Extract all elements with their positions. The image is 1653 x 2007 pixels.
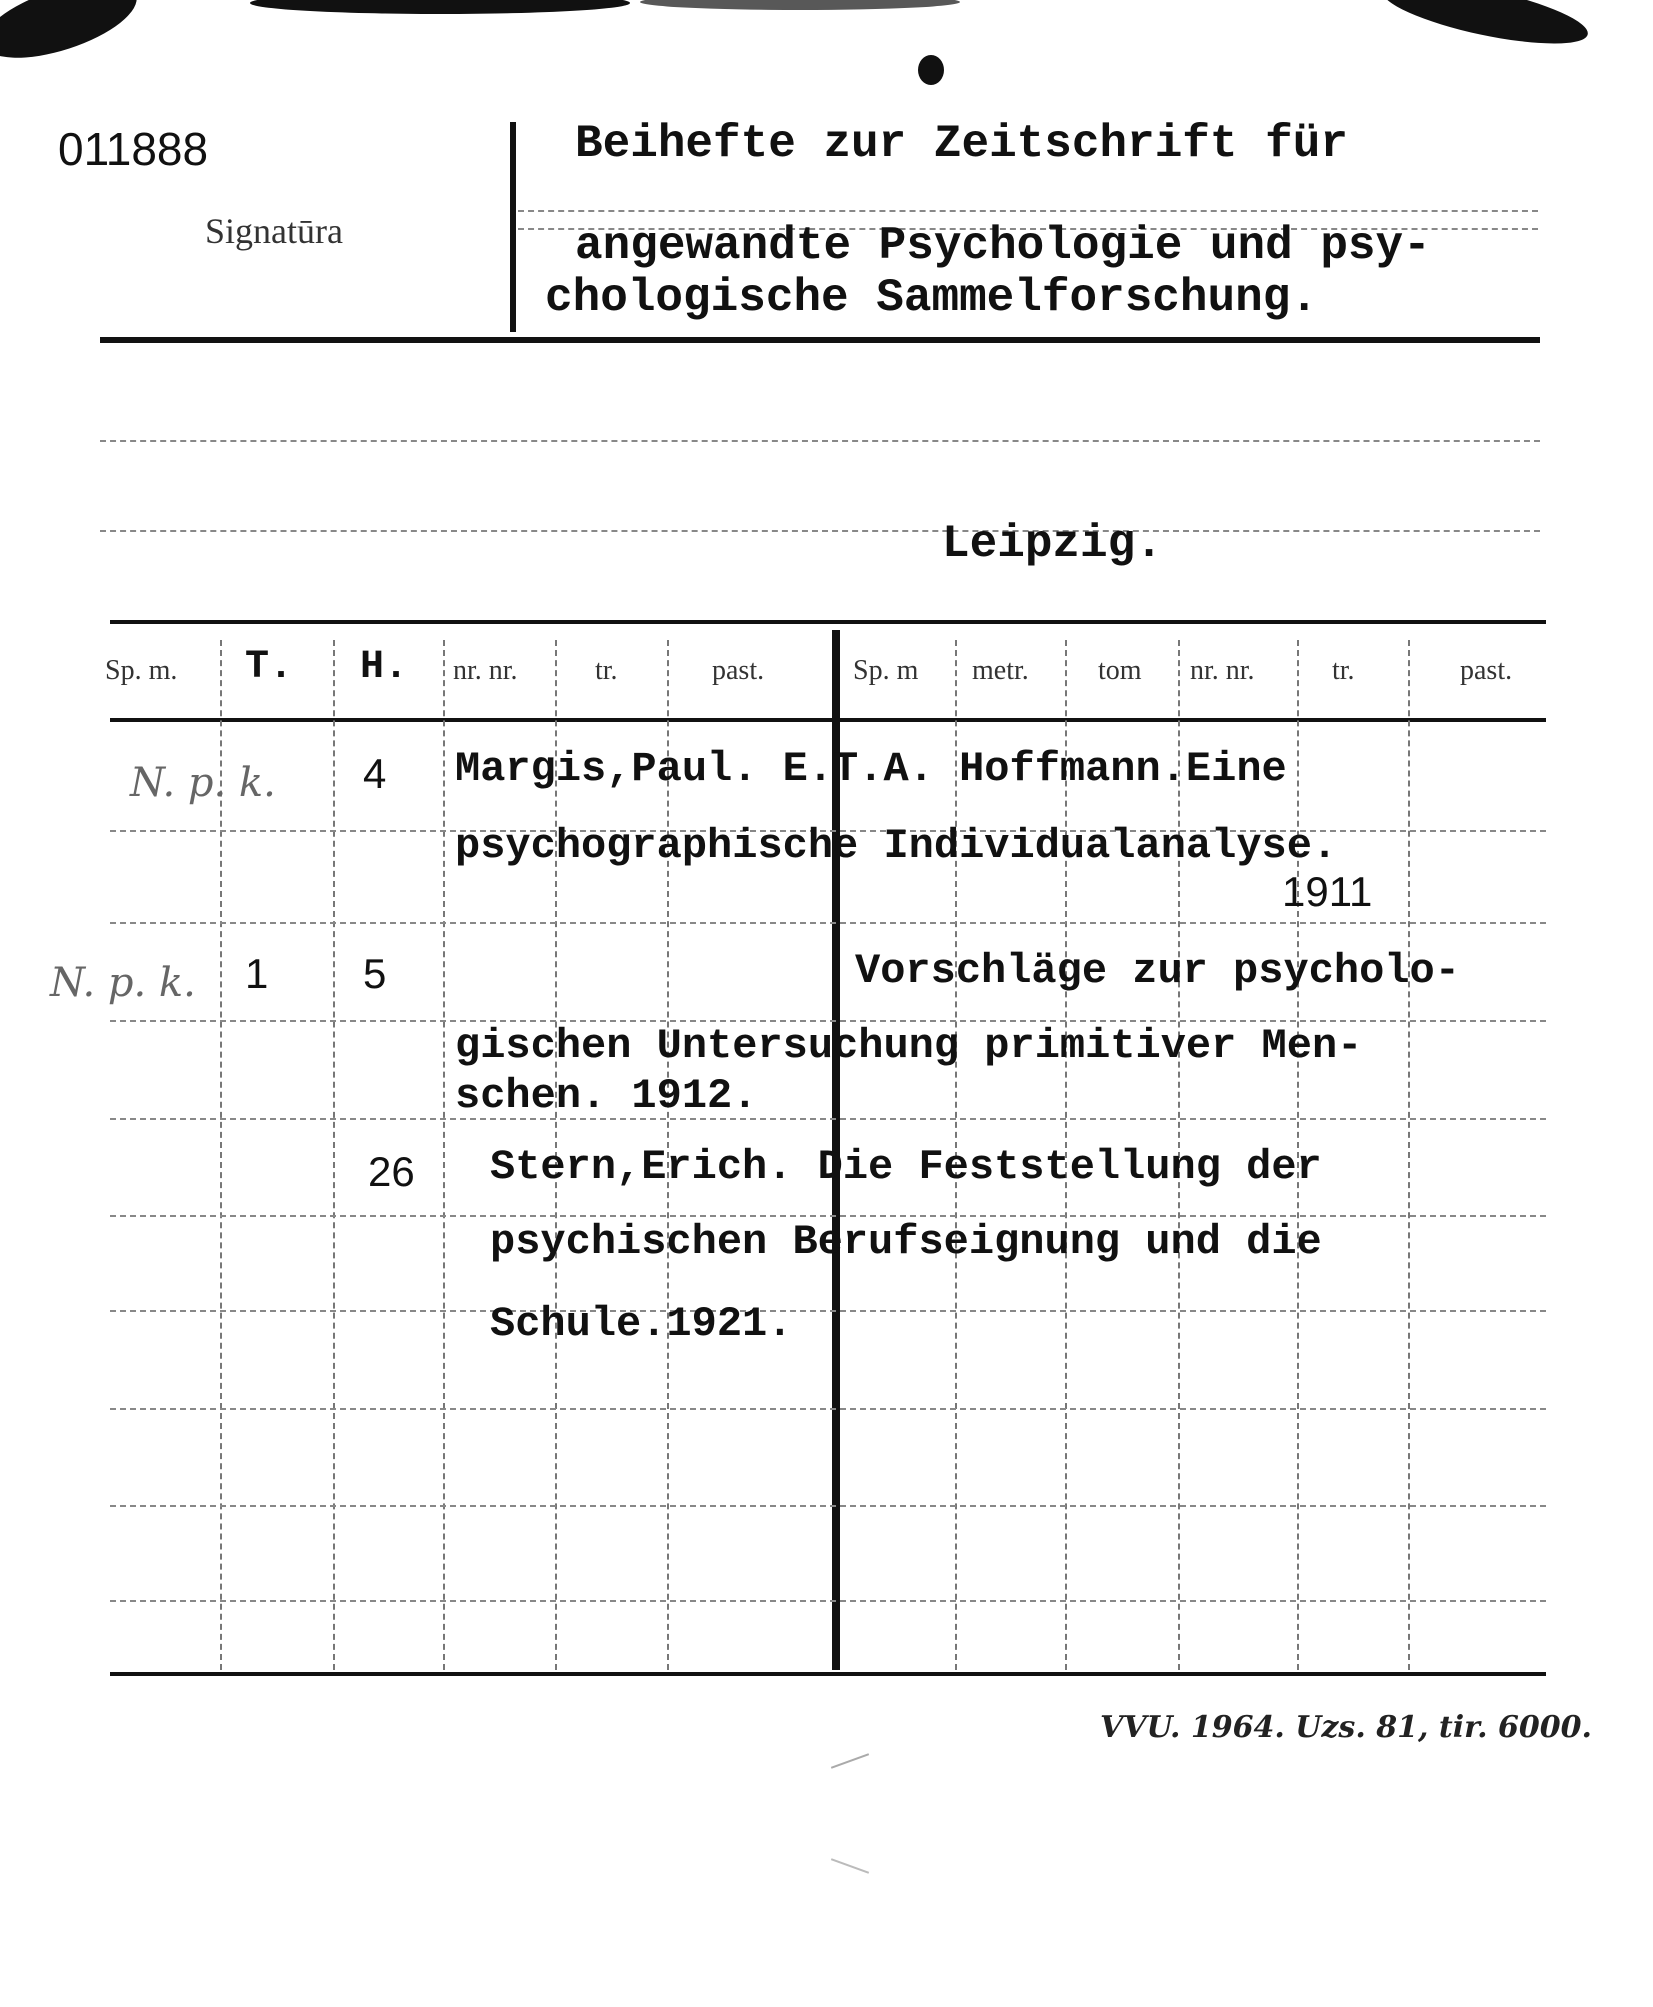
table-header-border: [110, 718, 1546, 722]
entry-location: N. p. k.: [50, 960, 196, 1006]
column-line: [1408, 640, 1410, 1670]
entry-location: N. p. k.: [130, 760, 276, 806]
entry-text-line: Margis,Paul. E.T.A. Hoffmann.Eine: [455, 745, 1287, 793]
title-line-1: Beihefte zur Zeitschrift für: [575, 118, 1348, 170]
entry-text-line: psychischen Berufseignung und die: [490, 1218, 1322, 1266]
table-top-border: [110, 620, 1546, 624]
scan-mark: [831, 1858, 869, 1874]
entry-text-line: Schule.1921.: [490, 1300, 793, 1348]
column-line: [333, 640, 335, 1670]
col-header-tr-right: tr.: [1332, 655, 1355, 686]
row-line: [110, 1310, 1546, 1312]
col-header-metr: metr.: [972, 655, 1029, 686]
col-header-sp-m-right: Sp. m: [853, 655, 919, 686]
row-line: [110, 1600, 1546, 1602]
entry-issue: 4: [363, 750, 387, 797]
ruling-line: [518, 210, 1538, 212]
row-line: [110, 1408, 1546, 1410]
row-line: [110, 1215, 1546, 1217]
header-divider: [510, 122, 516, 332]
row-line: [110, 1505, 1546, 1507]
col-header-issue: H.: [360, 645, 409, 690]
scan-smudge: [640, 0, 960, 10]
place: Leipzig.: [942, 518, 1163, 570]
signature-label: Signatūra: [205, 211, 343, 251]
scan-smudge: [250, 0, 630, 14]
col-header-nr-nr: nr. nr.: [453, 655, 518, 686]
title-underline: [100, 337, 1540, 343]
row-line: [110, 1118, 1546, 1120]
entry-text-line: gischen Untersuchung primitiver Men-: [455, 1022, 1363, 1070]
column-line: [443, 640, 445, 1670]
entry-text-line: Stern,Erich. Die Feststellung der: [490, 1143, 1322, 1191]
col-header-past: past.: [712, 655, 765, 686]
col-header-nr-nr-right: nr. nr.: [1190, 655, 1255, 686]
entry-issue: 5: [363, 950, 387, 997]
row-line: [110, 922, 1546, 924]
col-header-past-right: past.: [1460, 655, 1513, 686]
col-header-sp-m: Sp. m.: [105, 655, 178, 686]
print-info: VVU. 1964. Uzs. 81, tir. 6000.: [1100, 1710, 1592, 1745]
scan-mark: [831, 1753, 869, 1769]
title-line-2: angewandte Psychologie und psy-: [575, 220, 1431, 272]
col-header-tr: tr.: [595, 655, 618, 686]
col-header-tom: tom: [1098, 655, 1142, 686]
table-bottom-border: [110, 1672, 1546, 1676]
entry-issue: 26: [368, 1148, 415, 1195]
ruling-line: [100, 440, 1540, 442]
col-header-tome: T.: [245, 645, 294, 690]
entry-tome: 1: [245, 950, 269, 997]
card-number: 011888: [58, 123, 209, 175]
entry-text-line: Vorschläge zur psycholo-: [855, 947, 1460, 995]
entry-year: 1911: [1282, 868, 1373, 915]
scan-smudge: [0, 0, 145, 73]
scan-mark: [918, 55, 944, 85]
entry-text-line: schen. 1912.: [455, 1072, 758, 1120]
entry-text-line: psychographische Individualanalyse.: [455, 822, 1338, 870]
ruling-line: [100, 530, 1540, 532]
title-line-3: chologische Sammelforschung.: [545, 272, 1318, 324]
scan-smudge: [1378, 0, 1593, 56]
